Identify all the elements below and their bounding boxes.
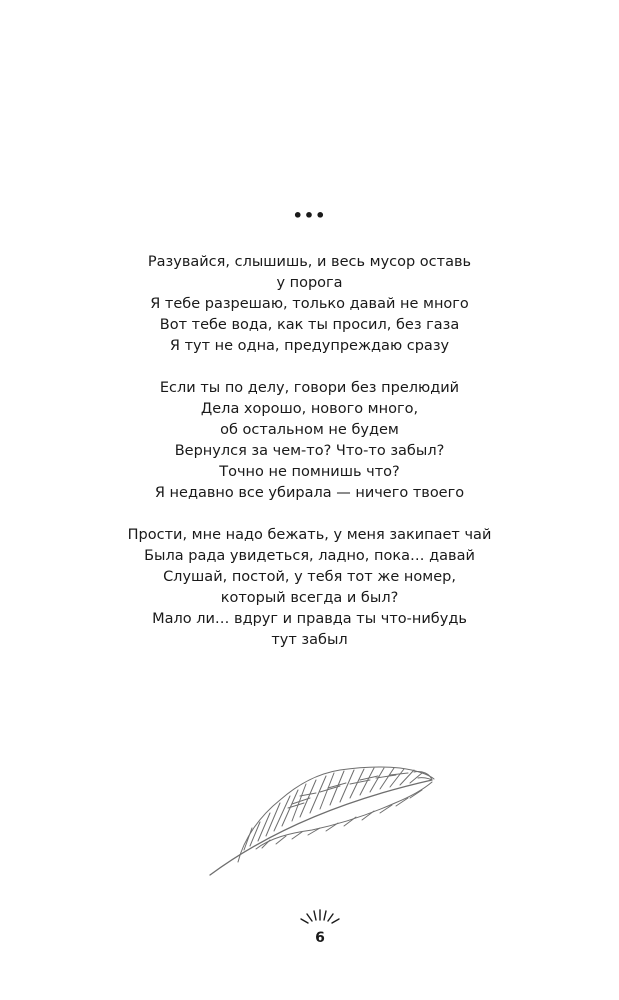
feather-illustration — [200, 758, 445, 880]
page-number: 6 — [315, 930, 325, 946]
poem-line: Я тут не одна, предупреждаю сразу — [169, 338, 450, 354]
poem-line: Прости, мне надо бежать, у меня закипает чай — [127, 527, 492, 543]
poem-line: Точно не помнишь что? — [219, 464, 400, 480]
poem-line: Дела хорошо, нового много, — [200, 401, 419, 417]
poem — [0, 252, 619, 672]
poem-line: Вот тебе вода, как ты просил, без газа — [159, 317, 460, 333]
poem-line: Мало ли… вдруг и правда ты что-нибудь — [152, 611, 467, 627]
poem-line: Я тебе разрешаю, только давай не много — [150, 296, 469, 312]
poem-line: Слушай, постой, у тебя тот же номер, — [163, 569, 456, 585]
poem-line: об остальном не будем — [220, 422, 399, 438]
stanza-1 — [0, 252, 619, 357]
poem-line: Я недавно все убирала — ничего твоего — [154, 485, 465, 501]
poem-line: который всегда и был? — [220, 590, 399, 606]
page-number-area — [290, 908, 350, 952]
poem-line: Разувайся, слышишь, и весь мусор оставь — [147, 254, 472, 270]
poem-line: Если ты по делу, говори без прелюдий — [159, 380, 460, 396]
poem-line: у порога — [276, 275, 343, 291]
sunburst-icon — [290, 908, 350, 930]
stanza-3 — [0, 525, 619, 651]
section-separator: ••• — [292, 206, 327, 225]
stanza-2 — [0, 378, 619, 504]
poem-line: Вернулся за чем-то? Что-то забыл? — [174, 443, 445, 459]
poem-line: тут забыл — [271, 632, 348, 648]
poem-line: Была рада увидеться, ладно, пока… давай — [144, 548, 475, 564]
